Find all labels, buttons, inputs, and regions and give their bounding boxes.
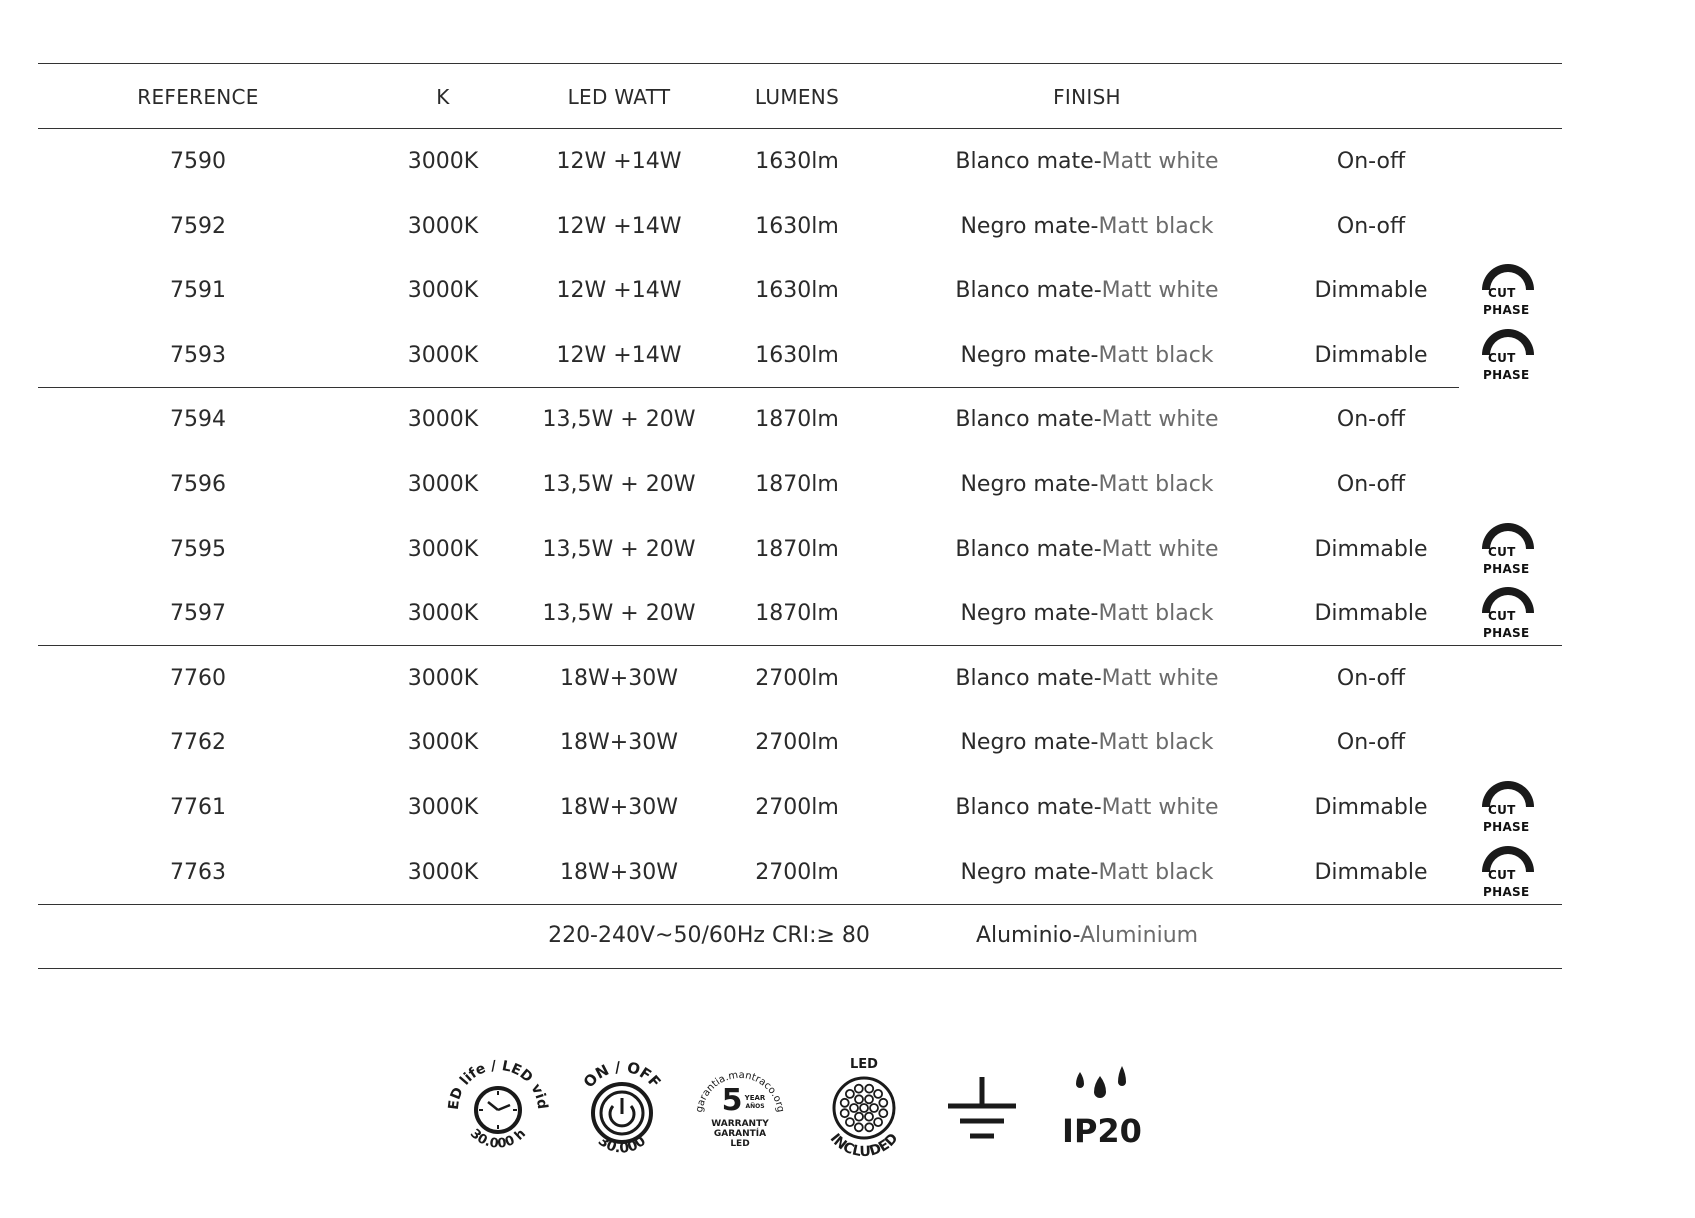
row-finish — [955, 148, 1218, 176]
row-reference: 7596 — [170, 472, 226, 497]
led-dot — [850, 1104, 858, 1112]
row-led-watt: 13,5W + 20W — [542, 407, 696, 432]
row-finish-en: Matt black — [1098, 730, 1214, 755]
footer-material-separator: - — [1072, 923, 1080, 948]
led-dot — [865, 1085, 873, 1093]
row-control-type: Dimmable — [1314, 343, 1428, 368]
row-finish — [960, 213, 1213, 241]
led-dot — [855, 1085, 863, 1093]
svg-text:LED life / LED vida — [444, 1050, 550, 1111]
cut-phase-text-phase: PHASE — [1483, 885, 1530, 899]
row-reference: 7590 — [170, 149, 226, 174]
cut-phase-text-cut: CUT — [1488, 286, 1516, 300]
ip20-icon — [1060, 1062, 1144, 1152]
table-top-rule — [38, 63, 1562, 64]
led-dot — [865, 1113, 873, 1121]
ground-icon — [946, 1075, 1018, 1145]
row-finish — [955, 277, 1218, 305]
row-control-type: Dimmable — [1314, 278, 1428, 303]
cut-phase-icon — [1478, 263, 1540, 319]
header-bottom-rule — [38, 128, 1562, 129]
row-finish-es: Blanco mate — [955, 795, 1094, 820]
row-lumens: 1870lm — [755, 407, 839, 432]
row-led-watt: 12W +14W — [556, 214, 682, 239]
warranty-year: YEAR — [744, 1094, 766, 1102]
row-finish — [955, 794, 1218, 822]
row-finish-en: Matt black — [1098, 343, 1214, 368]
row-lumens: 2700lm — [755, 730, 839, 755]
row-color-temperature: 3000K — [407, 278, 479, 303]
cut-phase-icon — [1478, 328, 1540, 384]
row-lumens: 1630lm — [755, 343, 839, 368]
warranty-number: 5 — [721, 1083, 743, 1118]
led-dot — [874, 1090, 882, 1098]
cut-phase-text-phase: PHASE — [1483, 303, 1530, 317]
row-lumens: 2700lm — [755, 860, 839, 885]
row-reference: 7762 — [170, 730, 226, 755]
row-control-type: Dimmable — [1314, 601, 1428, 626]
led-dot — [855, 1123, 863, 1131]
svg-text:ON / OFF — [580, 1058, 665, 1091]
header-k: K — [436, 85, 450, 109]
warranty-line3: LED — [730, 1139, 750, 1149]
cut-phase-text-phase: PHASE — [1483, 820, 1530, 834]
row-finish-es: Blanco mate — [955, 407, 1094, 432]
led-life-bottom-text: 30.000 h — [467, 1126, 529, 1152]
led-dot — [841, 1109, 849, 1117]
row-control-type: On-off — [1336, 666, 1406, 691]
row-led-watt: 12W +14W — [556, 278, 682, 303]
row-finish — [960, 859, 1213, 887]
row-led-watt: 18W+30W — [560, 795, 678, 820]
row-finish-en: Matt black — [1098, 472, 1214, 497]
row-reference: 7591 — [170, 278, 226, 303]
row-finish-separator: - — [1093, 149, 1102, 174]
row-led-watt: 18W+30W — [560, 860, 678, 885]
row-color-temperature: 3000K — [407, 407, 479, 432]
led-dot — [841, 1099, 849, 1107]
row-reference: 7761 — [170, 795, 226, 820]
warranty-icon — [692, 1058, 788, 1158]
cut-phase-text-cut: CUT — [1488, 351, 1516, 365]
row-finish-es: Blanco mate — [955, 537, 1094, 562]
row-finish-en: Matt white — [1101, 666, 1219, 691]
warranty-line1: WARRANTY — [711, 1119, 769, 1129]
row-finish-es: Negro mate — [960, 860, 1091, 885]
row-reference: 7763 — [170, 860, 226, 885]
row-led-watt: 13,5W + 20W — [542, 472, 696, 497]
cut-phase-text-phase: PHASE — [1483, 562, 1530, 576]
row-finish-es: Blanco mate — [955, 149, 1094, 174]
row-finish-en: Matt black — [1098, 601, 1214, 626]
row-finish — [960, 729, 1213, 757]
row-finish-separator: - — [1093, 795, 1102, 820]
row-finish-separator: - — [1090, 214, 1099, 239]
on-off-top-text: ON / OFF — [579, 1057, 665, 1092]
row-control-type: On-off — [1336, 214, 1406, 239]
row-lumens: 1630lm — [755, 149, 839, 174]
cut-phase-text-cut: CUT — [1488, 609, 1516, 623]
row-color-temperature: 3000K — [407, 214, 479, 239]
led-dot — [846, 1090, 854, 1098]
row-lumens: 1870lm — [755, 472, 839, 497]
led-dot — [860, 1104, 868, 1112]
row-led-watt: 18W+30W — [560, 666, 678, 691]
row-color-temperature: 3000K — [407, 149, 479, 174]
warranty-arc-text: garantia.mantraco.org — [694, 1069, 786, 1114]
table-bottom-rule — [38, 968, 1562, 969]
led-included-icon — [812, 1048, 916, 1160]
led-dot — [874, 1118, 882, 1126]
row-finish-separator: - — [1090, 601, 1099, 626]
row-control-type: On-off — [1336, 730, 1406, 755]
row-finish-en: Matt white — [1101, 407, 1219, 432]
row-finish-separator: - — [1090, 730, 1099, 755]
row-finish-es: Blanco mate — [955, 278, 1094, 303]
row-lumens: 1630lm — [755, 214, 839, 239]
row-finish-es: Blanco mate — [955, 666, 1094, 691]
row-finish-en: Matt white — [1101, 278, 1219, 303]
led-dot — [865, 1123, 873, 1131]
row-finish — [960, 342, 1213, 370]
row-reference: 7593 — [170, 343, 226, 368]
row-finish-es: Negro mate — [960, 472, 1091, 497]
row-finish — [955, 536, 1218, 564]
row-reference: 7594 — [170, 407, 226, 432]
row-finish-separator: - — [1093, 666, 1102, 691]
row-finish-en: Matt black — [1098, 860, 1214, 885]
row-reference: 7595 — [170, 537, 226, 562]
footer-material-en: Aluminium — [1079, 923, 1199, 948]
row-color-temperature: 3000K — [407, 860, 479, 885]
led-dot — [879, 1109, 887, 1117]
cut-phase-icon — [1478, 780, 1540, 836]
row-led-watt: 12W +14W — [556, 149, 682, 174]
row-led-watt: 13,5W + 20W — [542, 537, 696, 562]
cut-phase-text-cut: CUT — [1488, 545, 1516, 559]
header-lumens: LUMENS — [754, 85, 840, 109]
row-led-watt: 18W+30W — [560, 730, 678, 755]
row-finish-es: Negro mate — [960, 343, 1091, 368]
row-color-temperature: 3000K — [407, 343, 479, 368]
footer-material — [976, 922, 1198, 950]
row-color-temperature: 3000K — [407, 730, 479, 755]
on-off-icon — [572, 1050, 672, 1160]
header-reference: REFERENCE — [137, 85, 259, 109]
row-finish-en: Matt black — [1098, 214, 1214, 239]
row-color-temperature: 3000K — [407, 795, 479, 820]
led-dot — [855, 1095, 863, 1103]
group1-bottom-rule — [38, 387, 1459, 388]
warranty-line2: GARANTÍA — [713, 1129, 767, 1139]
row-control-type: On-off — [1336, 407, 1406, 432]
cut-phase-text-phase: PHASE — [1483, 368, 1530, 382]
row-control-type: On-off — [1336, 149, 1406, 174]
header-finish: FINISH — [1053, 85, 1121, 109]
led-life-icon — [444, 1050, 552, 1160]
led-life-top-text: ED life / LED vid — [445, 1058, 551, 1111]
row-control-type: Dimmable — [1314, 537, 1428, 562]
row-finish-separator: - — [1093, 407, 1102, 432]
row-finish-separator: - — [1093, 278, 1102, 303]
row-lumens: 2700lm — [755, 795, 839, 820]
row-finish-separator: - — [1090, 472, 1099, 497]
footer-material-es: Aluminio — [975, 923, 1073, 948]
row-finish-en: Matt white — [1101, 537, 1219, 562]
row-led-watt: 12W +14W — [556, 343, 682, 368]
row-finish-es: Negro mate — [960, 214, 1091, 239]
row-lumens: 2700lm — [755, 666, 839, 691]
row-control-type: Dimmable — [1314, 860, 1428, 885]
row-color-temperature: 3000K — [407, 601, 479, 626]
row-control-type: Dimmable — [1314, 795, 1428, 820]
footer-electrical: 220-240V~50/60Hz CRI:≥ 80 — [548, 923, 870, 948]
group2-bottom-rule — [38, 645, 1562, 646]
cut-phase-text-cut: CUT — [1488, 868, 1516, 882]
warranty-anos: AÑOS — [745, 1103, 765, 1110]
ip20-label: IP20 — [1062, 1112, 1142, 1150]
row-finish-en: Matt white — [1101, 795, 1219, 820]
row-color-temperature: 3000K — [407, 472, 479, 497]
header-led-watt: LED WATT — [567, 85, 671, 109]
row-finish — [960, 600, 1213, 628]
led-included-top-text: LED — [850, 1057, 878, 1072]
cut-phase-text-cut: CUT — [1488, 803, 1516, 817]
led-dot — [865, 1095, 873, 1103]
svg-text:INCLUDED — [827, 1130, 902, 1160]
row-reference: 7592 — [170, 214, 226, 239]
row-finish-separator: - — [1090, 343, 1099, 368]
row-color-temperature: 3000K — [407, 666, 479, 691]
row-lumens: 1870lm — [755, 601, 839, 626]
row-reference: 7597 — [170, 601, 226, 626]
svg-text:30.000 — [595, 1133, 649, 1157]
cut-phase-text-phase: PHASE — [1483, 626, 1530, 640]
led-included-bottom-text: INCLUDED — [826, 1130, 902, 1160]
row-finish — [955, 406, 1218, 434]
led-dot — [846, 1118, 854, 1126]
cut-phase-icon — [1478, 845, 1540, 901]
cut-phase-icon — [1478, 522, 1540, 578]
row-control-type: On-off — [1336, 472, 1406, 497]
led-dot — [870, 1104, 878, 1112]
led-dot — [855, 1113, 863, 1121]
row-finish-separator: - — [1093, 537, 1102, 562]
row-reference: 7760 — [170, 666, 226, 691]
group3-bottom-rule — [38, 904, 1562, 905]
row-finish-es: Negro mate — [960, 730, 1091, 755]
on-off-bottom-text: 30.000 — [594, 1132, 650, 1157]
row-finish-es: Negro mate — [960, 601, 1091, 626]
row-finish-separator: - — [1090, 860, 1099, 885]
cut-phase-icon — [1478, 586, 1540, 642]
row-lumens: 1870lm — [755, 537, 839, 562]
led-dot — [879, 1099, 887, 1107]
row-finish — [955, 665, 1218, 693]
row-led-watt: 13,5W + 20W — [542, 601, 696, 626]
row-finish-en: Matt white — [1101, 149, 1219, 174]
row-lumens: 1630lm — [755, 278, 839, 303]
row-color-temperature: 3000K — [407, 537, 479, 562]
row-finish — [960, 471, 1213, 499]
